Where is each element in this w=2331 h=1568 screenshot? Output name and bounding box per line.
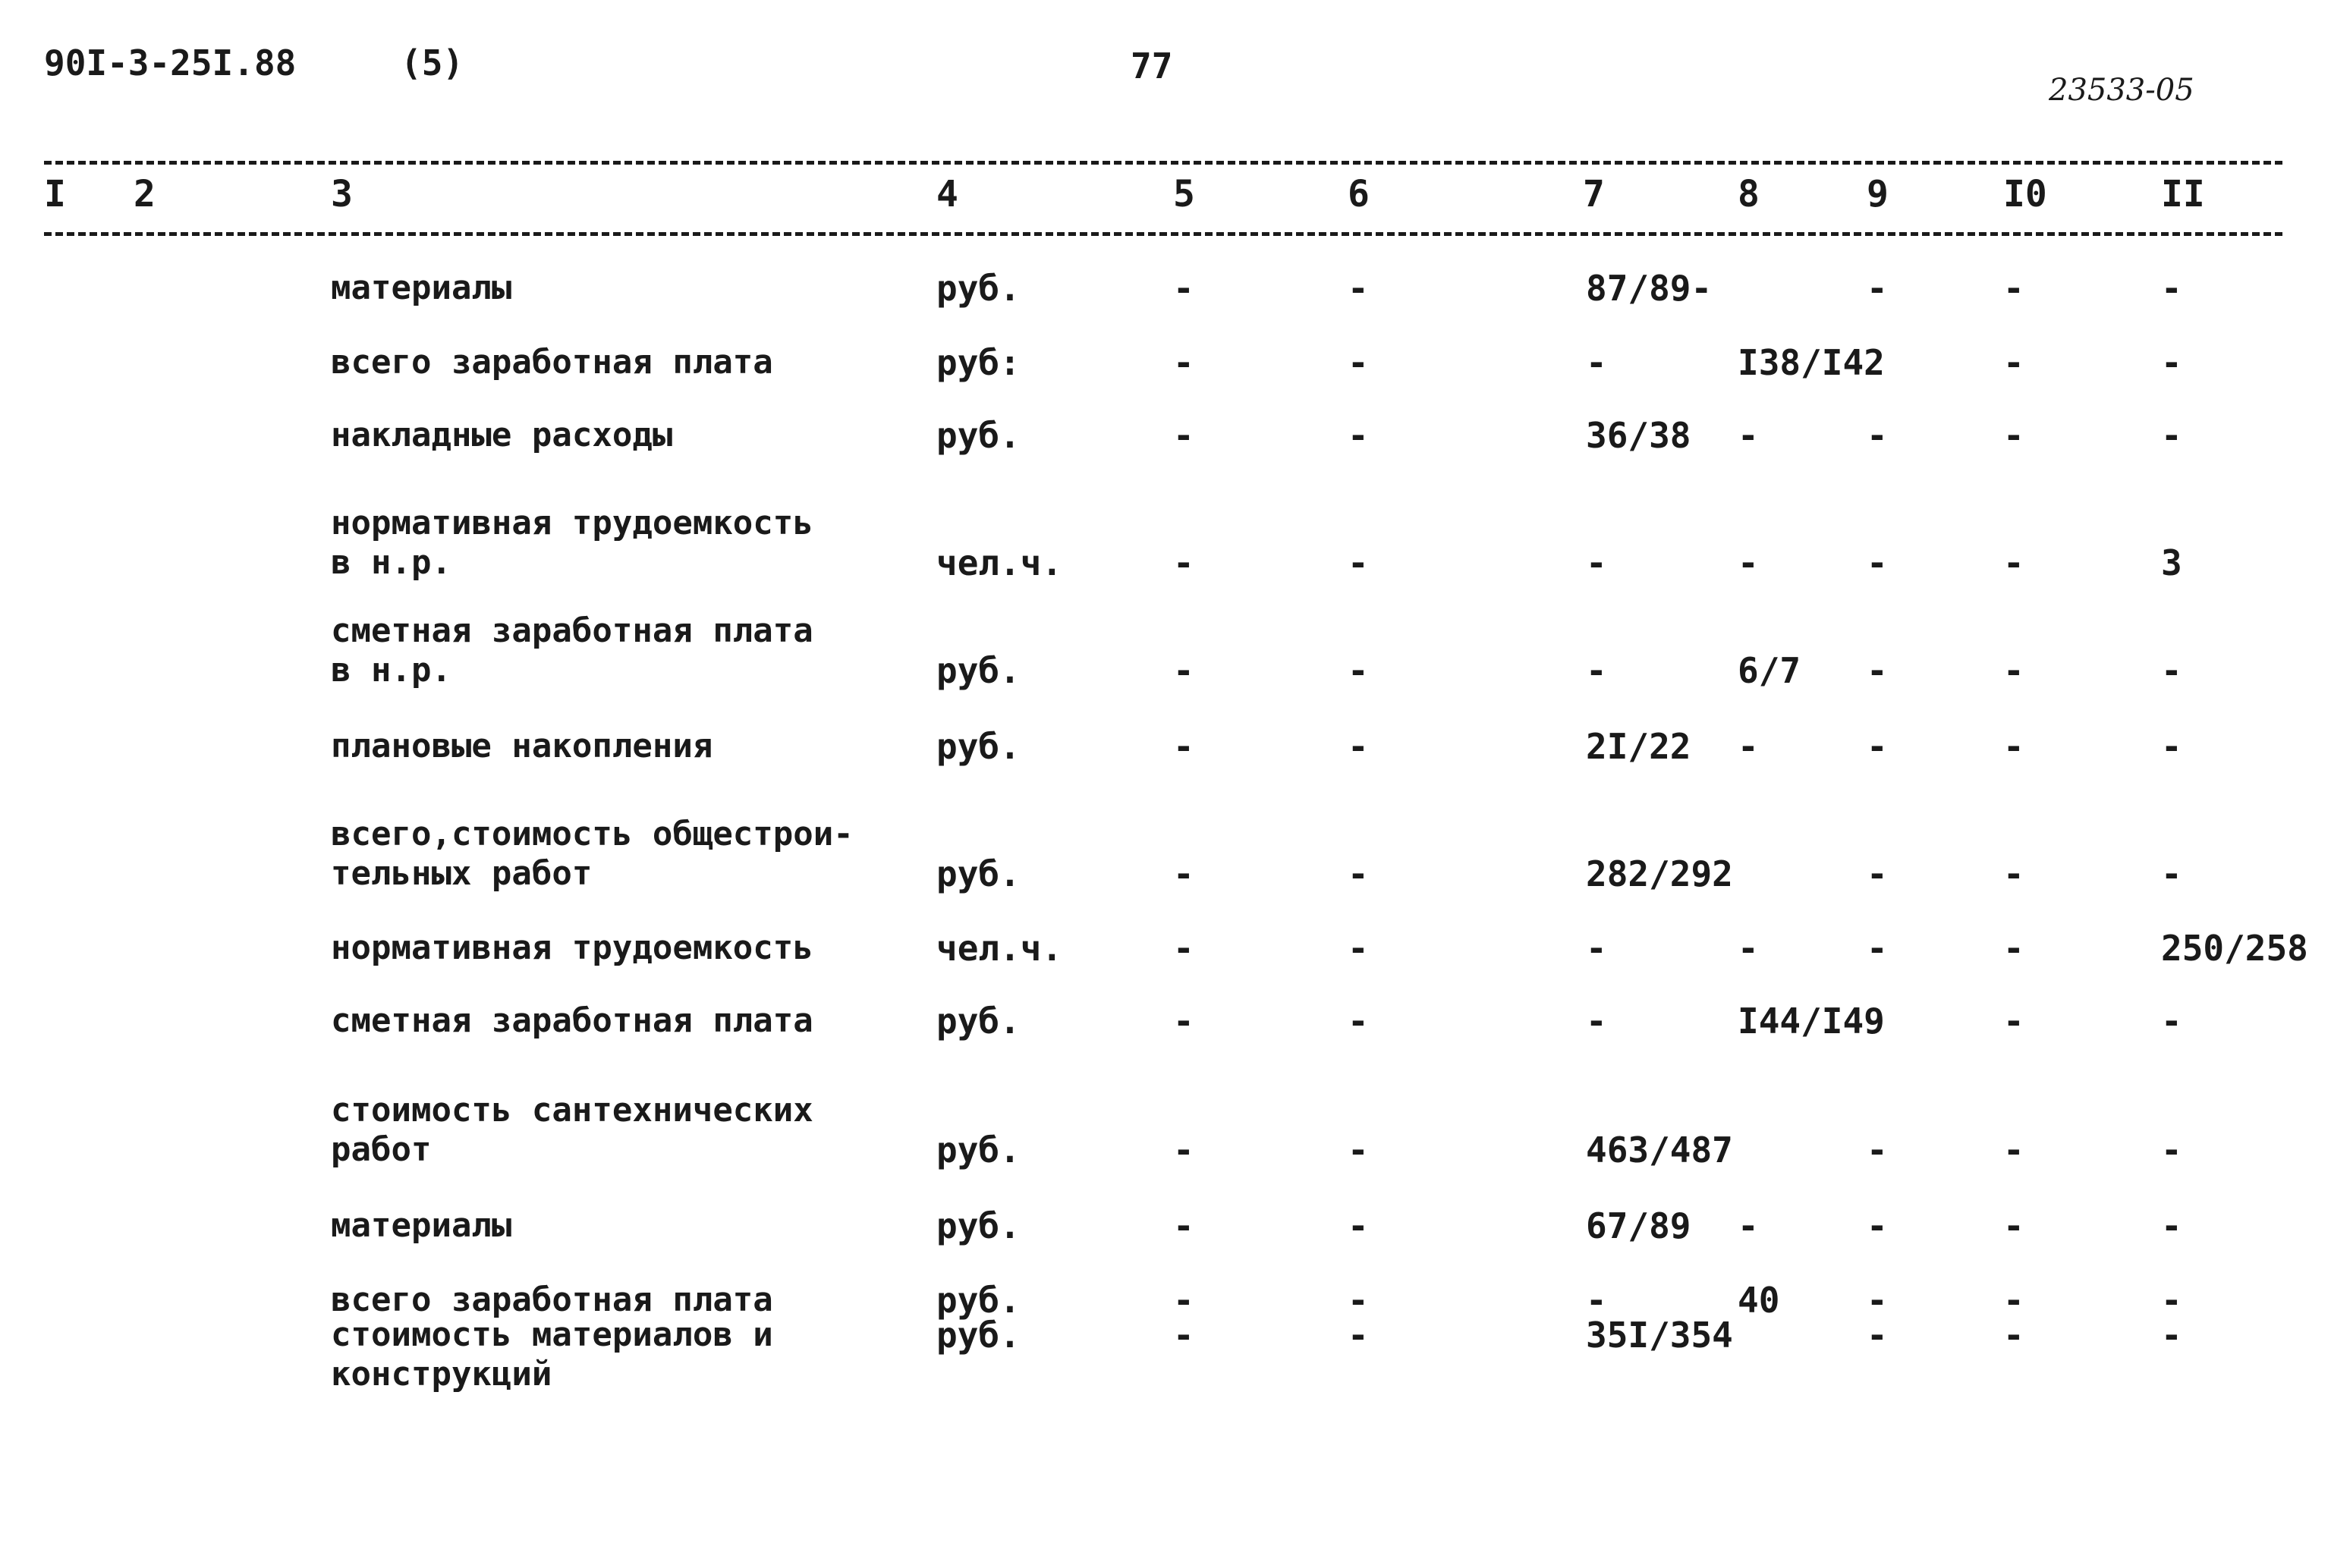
description-line: конструкций (331, 1355, 552, 1394)
value-cell-c8: 6/7 (1738, 650, 1801, 691)
value-cell-c5: - (1173, 726, 1194, 767)
unit-cell: руб. (936, 268, 1021, 309)
document-code: 90I-3-25I.88 (44, 42, 297, 83)
unit-cell: руб. (936, 1315, 1021, 1356)
row-description (331, 727, 713, 766)
value-cell-c7: - (1586, 928, 1607, 969)
unit-cell: руб. (936, 1280, 1021, 1321)
unit-cell: чел.ч. (936, 928, 1063, 969)
value-cell-c5: - (1173, 542, 1194, 583)
description-line: тельных работ (331, 854, 593, 893)
value-cell-c9: - (1867, 542, 1888, 583)
value-cell-c6: - (1348, 726, 1369, 767)
value-cell-c9: - (1867, 650, 1888, 691)
column-header: 9 (1867, 173, 1889, 215)
value-cell-c9: - (1867, 1130, 1888, 1171)
description-line: всего заработная плата (331, 1280, 773, 1319)
unit-cell: руб: (936, 342, 1021, 383)
value-cell-c9: - (1867, 1205, 1888, 1246)
value-cell-c7: 35I/354 (1586, 1315, 1733, 1356)
page-number: 77 (1131, 46, 1173, 86)
column-header: 7 (1583, 173, 1605, 215)
value-cell-c9: - (1867, 928, 1888, 969)
value-cell-c7: 67/89 (1586, 1205, 1691, 1246)
value-cell-c5: - (1173, 1280, 1194, 1321)
unit-cell: руб. (936, 1001, 1021, 1042)
unit-cell: руб. (936, 1205, 1021, 1246)
value-cell-c9: - (1867, 853, 1888, 894)
unit-cell: руб. (936, 415, 1021, 456)
value-cell-c11: - (2161, 268, 2182, 309)
value-cell-c9: - (1867, 415, 1888, 456)
value-cell-c11: 3 (2161, 542, 2182, 583)
row-description (331, 504, 813, 583)
value-cell-c7: 2I/22 (1586, 726, 1691, 767)
value-cell-c8: - (1738, 415, 1759, 456)
value-cell-c10: - (2003, 1130, 2024, 1171)
value-cell-c8: - (1738, 542, 1759, 583)
description-line: стоимость материалов и (331, 1315, 773, 1354)
row-description (331, 1280, 773, 1320)
value-cell-c6: - (1348, 853, 1369, 894)
unit-cell: руб. (936, 1130, 1021, 1171)
description-line: всего,стоимость общестрои- (331, 815, 854, 853)
description-line: материалы (331, 1206, 512, 1245)
description-line: всего заработная плата (331, 343, 773, 382)
value-cell-c5: - (1173, 853, 1194, 894)
row-description (331, 343, 773, 382)
value-cell-c10: - (2003, 1205, 2024, 1246)
value-cell-c5: - (1173, 1001, 1194, 1042)
value-cell-c5: - (1173, 268, 1194, 309)
value-cell-c10: - (2003, 726, 2024, 767)
column-header: 5 (1173, 173, 1195, 215)
description-line: работ (331, 1130, 432, 1169)
value-cell-c11: - (2161, 415, 2182, 456)
value-cell-c11: - (2161, 650, 2182, 691)
inventory-number: 23533-05 (2049, 73, 2194, 108)
value-cell-c6: - (1348, 928, 1369, 969)
value-cell-c7: - (1586, 542, 1607, 583)
value-cell-c8: 40 (1738, 1280, 1780, 1321)
value-cell-c7: 87/89- (1586, 268, 1713, 309)
value-cell-c6: - (1348, 1001, 1369, 1042)
value-cell-c10: - (2003, 1001, 2024, 1042)
row-description (331, 269, 511, 308)
value-cell-c6: - (1348, 415, 1369, 456)
value-cell-c5: - (1173, 650, 1194, 691)
value-cell-c7: - (1586, 342, 1607, 383)
value-cell-c8: - (1738, 726, 1759, 767)
column-header: 6 (1348, 173, 1370, 215)
description-line: нормативная трудоемкость (331, 929, 813, 967)
description-line: стоимость сантехнических (331, 1091, 813, 1130)
value-cell-c11: - (2161, 1130, 2182, 1171)
value-cell-c6: - (1348, 1130, 1369, 1171)
unit-cell: руб. (936, 650, 1021, 691)
value-cell-c5: - (1173, 1130, 1194, 1171)
value-cell-c10: - (2003, 342, 2024, 383)
column-header: II (2161, 173, 2205, 215)
value-cell-c5: - (1173, 1315, 1194, 1356)
value-cell-c6: - (1348, 268, 1369, 309)
column-header: 8 (1738, 173, 1760, 215)
column-header: I (44, 173, 66, 215)
value-cell-c7: - (1586, 1280, 1607, 1321)
value-cell-c10: - (2003, 268, 2024, 309)
value-cell-c6: - (1348, 542, 1369, 583)
column-header: 2 (134, 173, 156, 215)
row-description (331, 611, 813, 690)
unit-cell: руб. (936, 726, 1021, 767)
value-cell-c10: - (2003, 928, 2024, 969)
value-cell-c10: - (2003, 415, 2024, 456)
value-cell-c7: 36/38 (1586, 415, 1691, 456)
value-cell-c7: 463/487 (1586, 1130, 1733, 1171)
value-cell-c11: - (2161, 1315, 2182, 1356)
column-header: 3 (331, 173, 353, 215)
value-cell-c6: - (1348, 1205, 1369, 1246)
value-cell-c10: - (2003, 1315, 2024, 1356)
value-cell-c9: - (1867, 1280, 1888, 1321)
value-cell-c11: - (2161, 1205, 2182, 1246)
row-description (331, 929, 813, 968)
value-cell-c11: - (2161, 1001, 2182, 1042)
column-header: I0 (2003, 173, 2047, 215)
value-cell-c10: - (2003, 542, 2024, 583)
description-line: накладные расходы (331, 416, 673, 454)
value-cell-c10: - (2003, 1280, 2024, 1321)
value-cell-c5: - (1173, 342, 1194, 383)
value-cell-c5: - (1173, 928, 1194, 969)
sheet-number: (5) (401, 42, 464, 83)
value-cell-c9: - (1867, 1315, 1888, 1356)
row-description (331, 1091, 813, 1170)
value-cell-c8: - (1738, 928, 1759, 969)
description-line: в н.р. (331, 651, 451, 690)
unit-cell: чел.ч. (936, 542, 1063, 583)
row-description (331, 416, 672, 455)
description-line: нормативная трудоемкость (331, 504, 813, 542)
value-cell-c7: - (1586, 650, 1607, 691)
unit-cell: руб. (936, 853, 1021, 894)
value-cell-c11: - (2161, 853, 2182, 894)
value-cell-c5: - (1173, 415, 1194, 456)
value-cell-c9: - (1867, 268, 1888, 309)
description-line: сметная заработная плата (331, 1001, 813, 1040)
value-cell-c8: I38/I42 (1738, 342, 1885, 383)
row-description (331, 1206, 511, 1246)
column-header: 4 (936, 173, 958, 215)
value-cell-c11: 250/258 (2161, 928, 2308, 969)
description-line: плановые накопления (331, 727, 713, 765)
value-cell-c10: - (2003, 853, 2024, 894)
description-line: материалы (331, 269, 512, 307)
value-cell-c5: - (1173, 1205, 1194, 1246)
description-line: сметная заработная плата (331, 611, 813, 650)
row-description (331, 1001, 813, 1041)
value-cell-c6: - (1348, 342, 1369, 383)
value-cell-c6: - (1348, 1280, 1369, 1321)
value-cell-c11: - (2161, 1280, 2182, 1321)
value-cell-c8: - (1738, 1205, 1759, 1246)
value-cell-c11: - (2161, 342, 2182, 383)
value-cell-c8: I44/I49 (1738, 1001, 1885, 1042)
row-description (331, 1315, 773, 1394)
value-cell-c10: - (2003, 650, 2024, 691)
value-cell-c9: - (1867, 726, 1888, 767)
value-cell-c6: - (1348, 650, 1369, 691)
value-cell-c11: - (2161, 726, 2182, 767)
value-cell-c7: - (1586, 1001, 1607, 1042)
row-description (331, 815, 854, 894)
value-cell-c7: 282/292 (1586, 853, 1733, 894)
description-line: в н.р. (331, 543, 451, 582)
value-cell-c6: - (1348, 1315, 1369, 1356)
